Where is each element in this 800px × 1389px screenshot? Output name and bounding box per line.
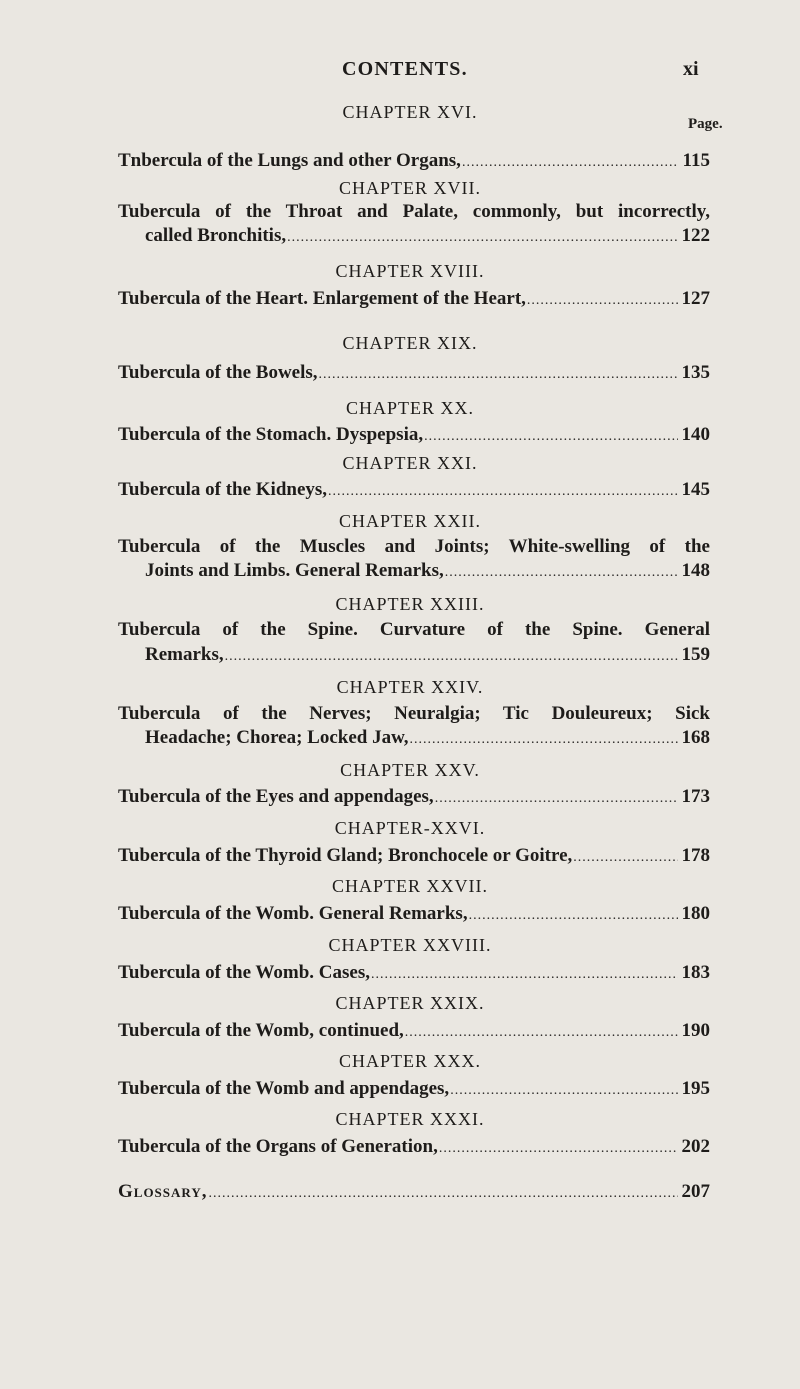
dot-leader xyxy=(319,367,678,383)
entry-page: 173 xyxy=(681,786,710,807)
entry-title: Tubercula of the Stomach. Dyspepsia, xyxy=(118,424,424,445)
dot-leader xyxy=(445,565,678,581)
entry-page: 159 xyxy=(681,644,710,665)
running-head xyxy=(0,58,800,82)
dot-leader xyxy=(208,1186,677,1202)
toc-entry-line xyxy=(118,201,710,223)
toc-entry xyxy=(118,1020,710,1042)
dot-leader xyxy=(287,230,677,246)
entry-page: 190 xyxy=(681,1020,710,1041)
entry-page: 115 xyxy=(682,150,710,171)
dot-leader xyxy=(424,429,677,445)
dot-leader xyxy=(462,155,678,171)
chapter-heading: CHAPTER XXII. xyxy=(339,511,481,531)
entry-title: Tubercula of the Bowels, xyxy=(118,362,318,383)
toc-entry xyxy=(118,1078,710,1100)
entry-title: Tubercula of the Womb, continued, xyxy=(118,1020,404,1041)
entry-title: Tubercula of the Kidneys, xyxy=(118,479,328,500)
entry-page: 168 xyxy=(681,727,710,748)
toc-entry xyxy=(145,225,710,247)
toc-entry xyxy=(118,786,710,808)
entry-title: Tubercula of the Spine. Curvature of the Spine. General xyxy=(118,619,710,640)
glossary-title: Glossary, xyxy=(118,1181,208,1202)
toc-entry xyxy=(118,845,710,867)
dot-leader xyxy=(405,1025,678,1041)
entry-title: Tubercula of the Womb. Cases, xyxy=(118,962,370,983)
entry-page: 127 xyxy=(681,288,710,309)
entry-title: Tnbercula of the Lungs and other Organs, xyxy=(118,150,461,171)
toc-entry xyxy=(118,362,710,384)
entry-title-continued: Remarks, xyxy=(145,644,224,665)
entry-page: 135 xyxy=(681,362,710,383)
entry-page: 122 xyxy=(681,225,710,246)
toc-entry-line xyxy=(118,536,710,558)
entry-page: 180 xyxy=(681,903,710,924)
entry-title: Tubercula of the Organs of Generation, xyxy=(118,1136,438,1157)
dot-leader xyxy=(469,908,678,924)
dot-leader xyxy=(450,1083,677,1099)
chapter-heading: CHAPTER XXVII. xyxy=(332,876,488,896)
running-title: CONTENTS. xyxy=(342,58,468,80)
chapter-heading: CHAPTER XVII. xyxy=(339,178,481,198)
chapter-heading: CHAPTER XXVIII. xyxy=(328,935,492,955)
toc-entry-line xyxy=(118,619,710,641)
toc-entry-line xyxy=(118,703,710,725)
chapter-heading: CHAPTER XXIV. xyxy=(336,677,484,697)
dot-leader xyxy=(410,732,678,748)
chapter-heading: CHAPTER XVI. xyxy=(342,102,478,122)
dot-leader xyxy=(573,850,677,866)
toc-entry xyxy=(118,150,710,172)
dot-leader xyxy=(435,791,678,807)
page-column-label: Page. xyxy=(688,116,723,132)
entry-title: Tubercula of the Thyroid Gland; Bronchocele or Goitre, xyxy=(118,845,573,866)
entry-page: 148 xyxy=(681,560,710,581)
entry-page: 178 xyxy=(681,845,710,866)
toc-entry xyxy=(118,1136,710,1158)
toc-entry xyxy=(145,644,710,666)
entry-title: Tubercula of the Eyes and appendages, xyxy=(118,786,434,807)
entry-title-continued: called Bronchitis, xyxy=(145,225,287,246)
dot-leader xyxy=(371,967,678,983)
chapter-heading: CHAPTER-XXVI. xyxy=(334,818,486,838)
chapter-heading: CHAPTER XXIII. xyxy=(335,594,485,614)
page-number: xi xyxy=(683,58,699,80)
toc-entry-glossary xyxy=(118,1181,710,1203)
entry-page: 195 xyxy=(681,1078,710,1099)
toc-entry xyxy=(145,560,710,582)
chapter-heading: CHAPTER XVIII. xyxy=(335,261,485,281)
toc-entry xyxy=(118,962,710,984)
chapter-heading: CHAPTER XXXI. xyxy=(335,1109,485,1129)
chapter-heading: CHAPTER XXIX. xyxy=(335,993,485,1013)
dot-leader xyxy=(527,293,678,309)
toc-entry xyxy=(118,479,710,501)
toc-entry xyxy=(118,903,710,925)
entry-page: 145 xyxy=(681,479,710,500)
chapter-heading: CHAPTER XXX. xyxy=(338,1051,481,1071)
entry-title: Tubercula of the Muscles and Joints; White-swelling of the xyxy=(118,536,710,557)
toc-entry xyxy=(118,424,710,446)
entry-title: Tubercula of the Nerves; Neuralgia; Tic Douleureux; Sick xyxy=(118,703,710,724)
chapter-heading: CHAPTER XXV. xyxy=(340,760,480,780)
toc-entry xyxy=(145,727,710,749)
entry-title: Tubercula of the Heart. Enlargement of the Heart, xyxy=(118,288,526,309)
entry-page: 202 xyxy=(681,1136,710,1157)
entry-title: Tubercula of the Womb. General Remarks, xyxy=(118,903,468,924)
chapter-heading: CHAPTER XIX. xyxy=(342,333,478,353)
entry-page: 140 xyxy=(681,424,710,445)
dot-leader xyxy=(439,1141,678,1157)
entry-title: Tubercula of the Womb and appendages, xyxy=(118,1078,450,1099)
entry-page: 207 xyxy=(681,1181,710,1202)
dot-leader xyxy=(225,649,678,665)
chapter-heading: CHAPTER XXI. xyxy=(342,453,478,473)
dot-leader xyxy=(328,484,677,500)
entry-title-continued: Joints and Limbs. General Remarks, xyxy=(145,560,444,581)
entry-title: Tubercula of the Throat and Palate, commonly, but incorrectly, xyxy=(118,201,710,222)
entry-page: 183 xyxy=(681,962,710,983)
toc-entry xyxy=(118,288,710,310)
chapter-heading: CHAPTER XX. xyxy=(345,398,474,418)
entry-title-continued: Headache; Chorea; Locked Jaw, xyxy=(145,727,409,748)
